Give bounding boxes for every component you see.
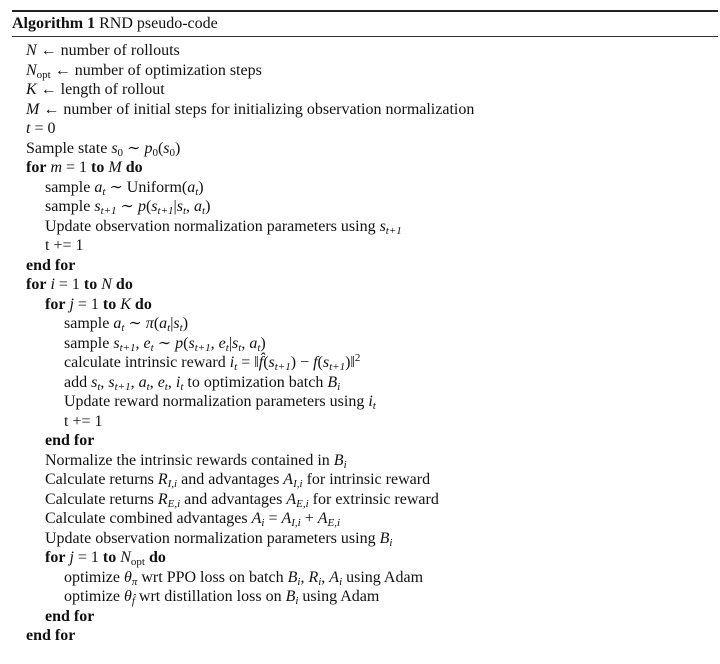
algo-line: end for <box>26 627 76 644</box>
algorithm-block <box>12 10 718 646</box>
algo-line: calculate intrinsic reward $i_t$ = $‖f̂(s_{t+1})$ − $f(s_{t+1})‖^2$ <box>64 352 361 373</box>
algo-line: $N_{opt}$ ← number of optimization steps <box>26 61 262 81</box>
algorithm-caption <box>12 12 718 36</box>
algo-line: end for <box>26 256 76 274</box>
algo-line: end for <box>45 607 95 625</box>
algo-line: for m = 1 to M do <box>26 159 143 176</box>
algo-line: end for <box>45 432 95 449</box>
algo-line: Update observation normalization parameters using $s_{t+1}$ <box>45 217 402 237</box>
algo-line: M ← number of initial steps for initializing observation normalization <box>26 100 475 118</box>
algo-line: t = 0 <box>26 120 56 137</box>
algo-line: for j = 1 to $N_{opt}$ do <box>45 549 166 568</box>
algorithm-label: Algorithm 1 <box>12 15 96 32</box>
algo-line: Update reward normalization parameters using $i_t$ <box>64 393 376 412</box>
algo-line: t += 1 <box>64 412 103 430</box>
algo-line: Calculate returns $R_{E,i}$ and advantages $A_{E,i}$ for extrinsic reward <box>45 490 439 510</box>
algo-line: sample $s_{t+1}$, $e_t$ ∼ $p(s_{t+1}$, $e_t|s_t$, $a_t$) <box>64 334 266 354</box>
algo-line: N ← number of rollouts <box>26 42 180 59</box>
algo-line: Calculate combined advantages $A_i = A_{I,i} + A_{E,i}$ <box>45 510 341 529</box>
algo-line: Sample state $s_0$ ∼ $p_0(s_0)$ <box>26 139 181 159</box>
algo-line: Normalize the intrinsic rewards contained in $B_i$ <box>45 451 347 471</box>
algo-line: sample $s_{t+1}$ ∼ $p(s_{t+1}|s_t$, $a_t$) <box>45 198 211 217</box>
algo-line: sample $a_t$ ∼ $Uniform(a_t)$ <box>45 178 204 198</box>
algo-line: t += 1 <box>45 237 84 254</box>
algorithm-body <box>12 37 718 646</box>
algo-line: Update observation normalization parameters using $B_i$ <box>45 529 393 549</box>
algo-line: K ← length of rollout <box>26 81 165 98</box>
algo-line: for j = 1 to K do <box>45 295 152 313</box>
algo-line: for i = 1 to N do <box>26 276 133 293</box>
algo-line: add $s_t$, $s_{t+1}$, $a_t$, $e_t$, $i_t$ to optimization batch $B_i$ <box>64 373 341 393</box>
algo-line: sample $a_t$ ∼ $\pi(a_t|s_t)$ <box>64 315 189 334</box>
algo-line: Calculate returns $R_{I,i}$ and advantages $A_{I,i}$ for intrinsic reward <box>45 471 431 490</box>
algo-line: optimize $\theta_{f̂}$ wrt distillation loss on $B_i$ using Adam <box>64 588 380 607</box>
algorithm-title: RND pseudo-code <box>99 15 218 32</box>
algo-line: optimize $\theta_\pi$ wrt PPO loss on batch $B_i$, $R_i$, $A_i$ using Adam <box>64 568 424 588</box>
